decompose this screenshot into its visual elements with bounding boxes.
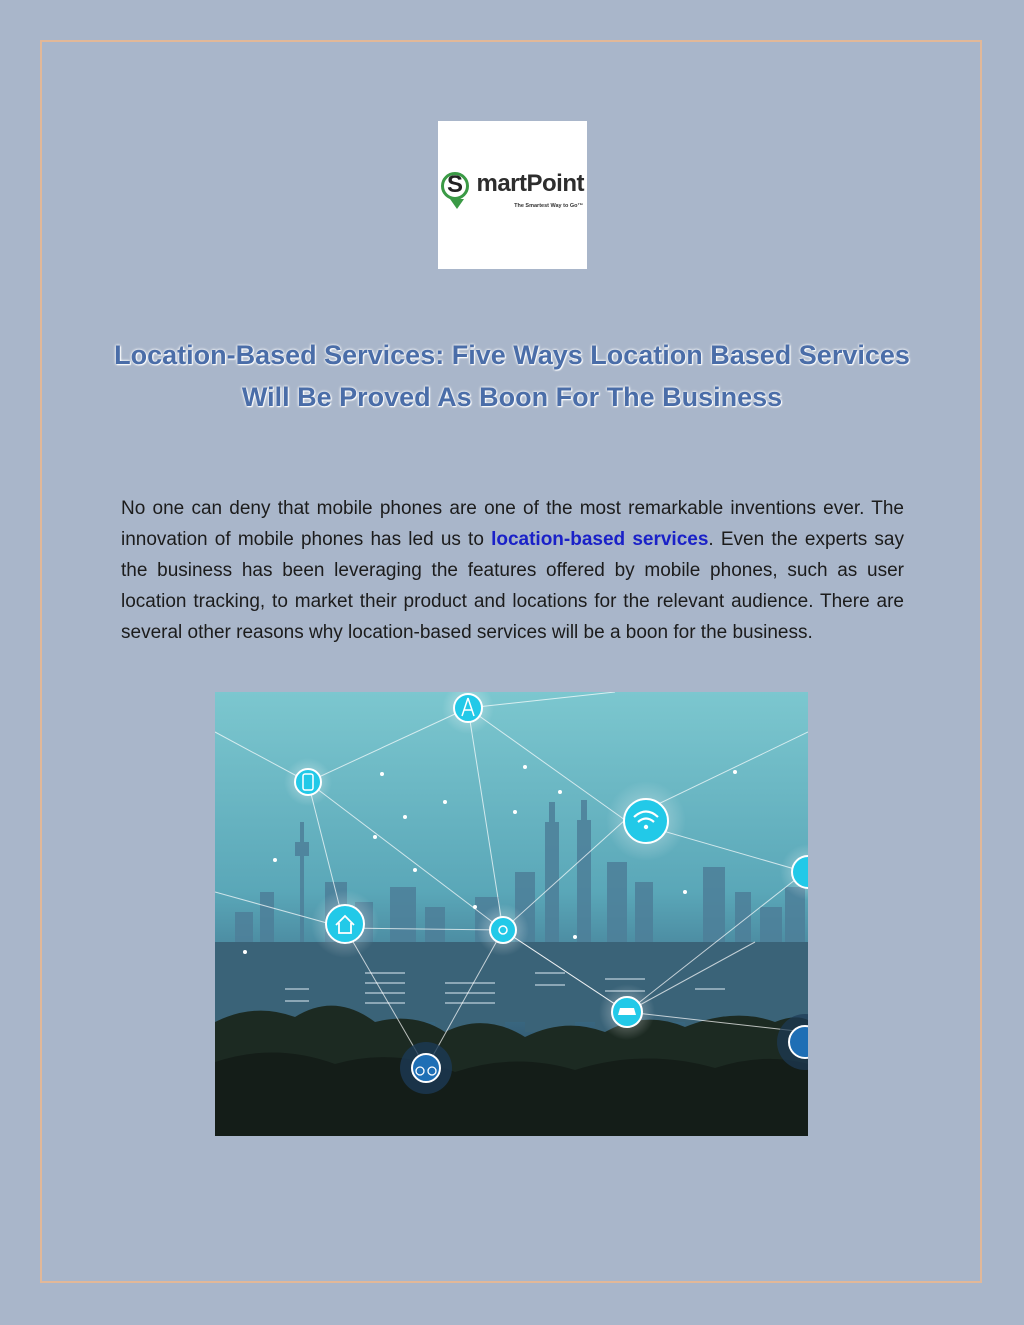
wifi-icon <box>606 781 686 861</box>
car-icon <box>599 984 655 1040</box>
article-title: Location-Based Services: Five Ways Location Based Services Will Be Proved As Boon For The Business <box>114 340 910 412</box>
logo-wordmark: martPoint <box>476 170 584 197</box>
city-network-image <box>215 692 808 1136</box>
phone-icon <box>284 758 332 806</box>
map-pin-icon: S <box>441 172 469 200</box>
bike-icon <box>400 1042 452 1094</box>
smartpoint-logo <box>438 121 587 269</box>
location-icon <box>477 904 529 956</box>
logo-tagline: The Smartest Way to Go™ <box>514 203 583 209</box>
article-paragraph: No one can deny that mobile phones are one of the most remarkable inventions ever. The innovation of mobile phones has led us to location-based services. Even the experts say the business has been leveraging the features offered by mobile phones, such as user location tracking, to market their product and locations for the relevant audience. There are several other reasons why location-based services will be a boon for the business. <box>121 498 904 643</box>
home-icon <box>311 890 379 958</box>
location-based-services-link[interactable]: location-based services <box>491 529 709 550</box>
